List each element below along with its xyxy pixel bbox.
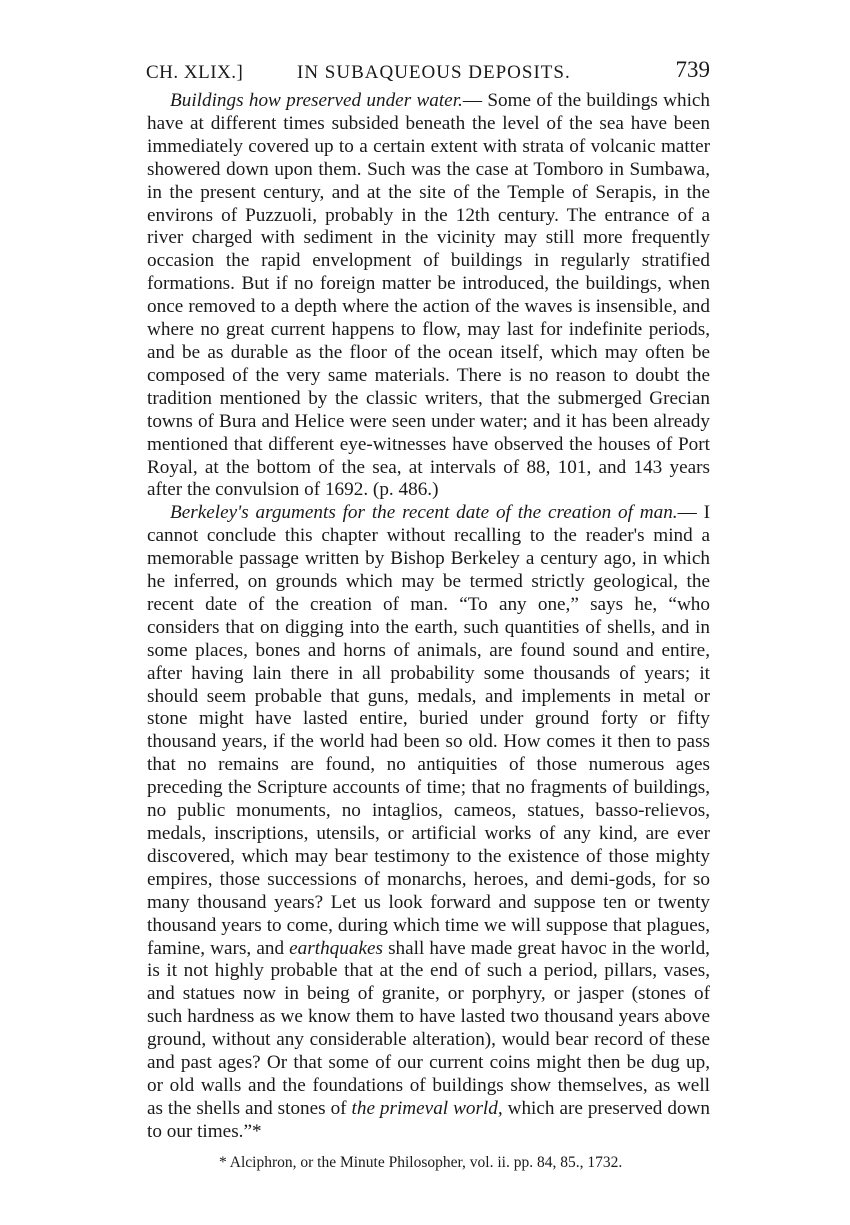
- paragraph-text: which are preserved down to our times.”*: [147, 1097, 710, 1142]
- paragraph-heading: Buildings how preserved under water.: [170, 90, 463, 111]
- paragraph-buildings: [147, 90, 710, 502]
- paragraph-heading: Berkeley's arguments for the recent date of the creation of man.: [170, 502, 678, 524]
- running-head: [147, 58, 710, 90]
- footnote: * Alciphron, or the Minute Philosopher, vol. ii. pp. 84, 85., 1732.: [219, 1153, 623, 1171]
- italic-term: earthquakes: [289, 937, 383, 959]
- chapter-reference: CH. XLIX.]: [146, 62, 244, 83]
- paragraph-berkeley: [147, 502, 710, 1143]
- book-page: [147, 58, 710, 1173]
- paragraph-text: I cannot conclude this chapter without recalling to the reader's mind a memorable passage written by Bishop Berkeley a century ago, in which he inferred, on grounds which may be termed strictly geological, the recent date of the creation of man. “To any one,” says he, “who considers that on digging into the earth, such quantities of shells, and in some places, bones and horns of animals, are found sound and entire, after having lain there in all probability some thousands of years; it should seem probable that guns, medals, and implements in metal or stone might have lasted entire, buried under ground forty or fifty thousand years, if the world had been so old. How comes it then to pass that no remains are found, no antiquities of those numerous ages preceding the Scripture accounts of time; that no fragments of buildings, no public monuments, no intaglios, cameos, statues, basso-relievos, medals, inscriptions, utensils, or artificial works of any kind, are ever discovered, which may bear testimony to the existence of those mighty empires, those successions of monarchs, heroes, and demi-gods, for so many thousand years? Let us look forward and suppose ten or twenty thousand years to come, during which time we will suppose that plagues, famine, wars, and: [147, 502, 711, 959]
- paragraph-text: shall have made great havoc in the world, is it not highly probable that at the end of such a period, pillars, vases, and statues now in being of granite, or porphyry, or jasper (stones of such hardness as we know them to have lasted two thousand years above ground, without any considerable alteration), would bear record of these and past ages? Or that some of our current coins might then be dug up, or old walls and the foundations of buildings show themselves, as well as the shells and stones of: [147, 937, 710, 1119]
- body-text: [147, 90, 710, 1144]
- heading-dash: —: [462, 90, 488, 111]
- heading-dash: —: [677, 502, 704, 524]
- paragraph-text: Some of the buildings which have at different times subsided beneath the level of the sea have been immediately covered up to a certain extent with strata of volcanic matter showered down upon them. Such was the case at Tomboro in Sumbawa, in the present century, and at the site of the Temple of Serapis, in the environs of Puzzuoli, probably in the 12th century. The entrance of a river charged with sediment in the vicinity may still more frequently occasion the rapid envelopment of buildings in regularly stratified formations. But if no foreign matter be introduced, the buildings, when once removed to a depth where the action of the waves is insensible, and where no great current happens to flow, may last for indefinite periods, and be as durable as the floor of the ocean itself, which may often be composed of the very same materials. There is no reason to doubt the tradition mentioned by the classic writers, that the submerged Grecian towns of Bura and Helice were seen under water; and it has been already mentioned that different eye-witnesses have observed the houses of Port Royal, at the bottom of the sea, at intervals of 88, 101, and 143 years after the convulsion of 1692. (p. 486.): [147, 90, 711, 501]
- italic-term: the primeval world,: [351, 1097, 503, 1119]
- running-title: IN SUBAQUEOUS DEPOSITS.: [297, 62, 571, 83]
- page-number: 739: [675, 57, 710, 82]
